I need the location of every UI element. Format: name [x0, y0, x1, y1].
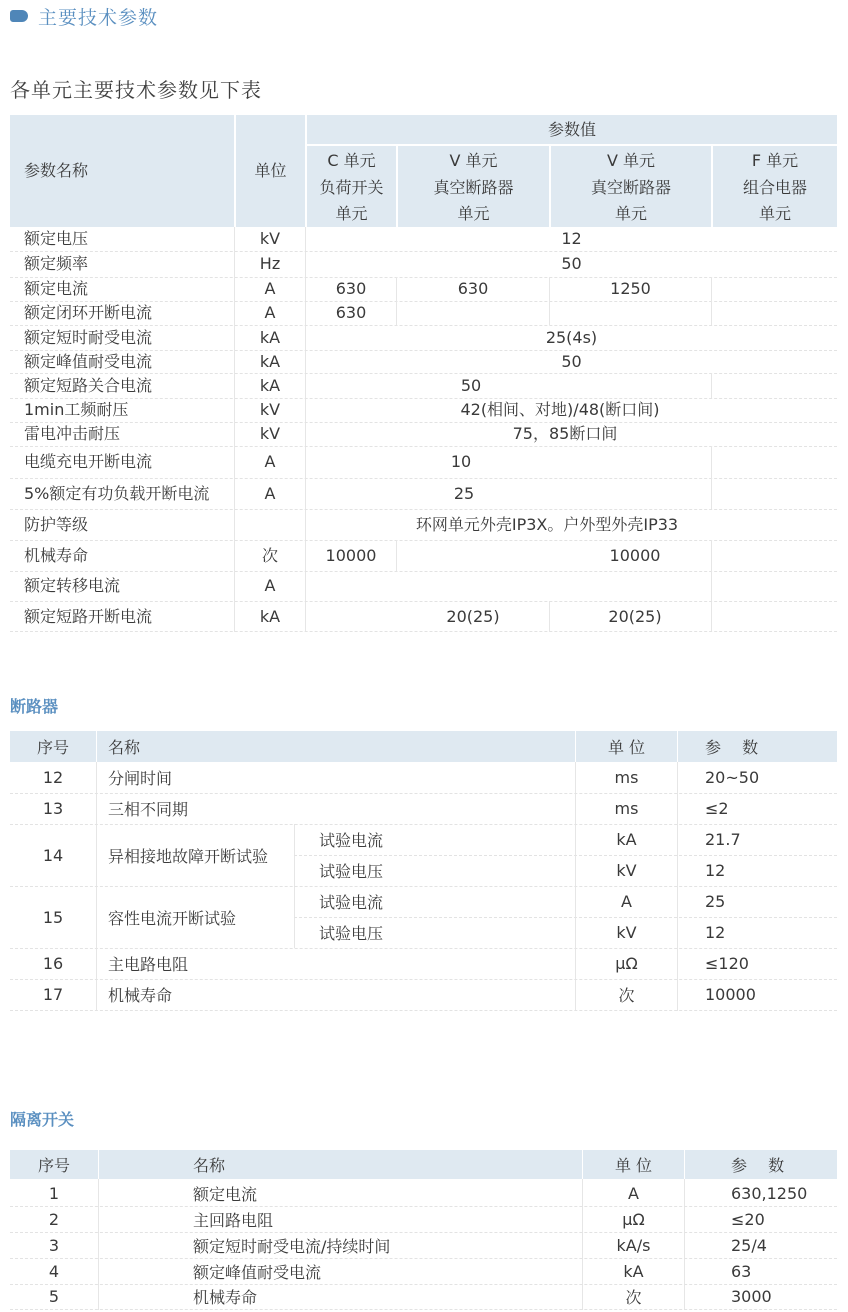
row-no: 5 [48, 1287, 60, 1306]
column-divider [711, 373, 712, 398]
column-divider [98, 1179, 99, 1310]
header-divider [684, 1150, 685, 1179]
row-unit: A [621, 892, 632, 911]
header-unit: 单 位 [607, 738, 646, 757]
section-marker-icon [10, 10, 28, 22]
row-value: ≤2 [705, 799, 729, 818]
row-unit: kA/s [616, 1235, 651, 1255]
row-sub-name: 试验电压 [319, 862, 384, 881]
param-unit: Hz [259, 254, 281, 274]
param-name: 防护等级 [24, 514, 89, 534]
param-unit: kA [259, 606, 281, 626]
header-f-unit: F 单元 [751, 150, 799, 170]
header-no: 序号 [36, 738, 69, 757]
column-divider [396, 540, 397, 571]
header-v-unit: V 单元 [449, 150, 498, 170]
param-unit: A [264, 303, 276, 323]
param-value: 25(4s) [545, 327, 598, 347]
row-name: 异相接地故障开断试验 [108, 846, 269, 866]
param-name: 额定转移电流 [24, 576, 121, 596]
header-v2-type: 真空断路器 [590, 178, 671, 198]
row-no: 4 [48, 1261, 60, 1281]
param-name: 额定短路开断电流 [24, 606, 153, 626]
header-no: 序号 [37, 1156, 70, 1175]
row-unit: kA [623, 1261, 644, 1281]
row-unit: A [628, 1183, 639, 1203]
row-unit: kV [616, 861, 637, 880]
param-name: 额定电压 [24, 229, 89, 249]
row-value: 21.7 [705, 830, 741, 849]
header-v-type: 真空断路器 [433, 178, 514, 198]
row-value: 630,1250 [731, 1183, 808, 1203]
column-divider [711, 277, 712, 325]
param-name: 额定闭环开断电流 [24, 303, 153, 323]
param-value: 50 [460, 375, 482, 395]
header-name: 名称 [193, 1156, 226, 1175]
header-unit: 单位 [254, 161, 287, 181]
row-value: ≤20 [731, 1209, 765, 1229]
row-value: 12 [705, 861, 726, 880]
param-value: 25 [453, 483, 475, 503]
param-value: 630 [335, 303, 367, 323]
param-name: 机械寿命 [24, 545, 89, 565]
header-divider [98, 1150, 99, 1179]
param-unit: A [264, 483, 276, 503]
row-divider [10, 1010, 837, 1011]
param-unit: A [264, 576, 276, 596]
column-divider [684, 1179, 685, 1310]
row-sub-name: 试验电压 [319, 924, 384, 943]
param-unit: 次 [261, 545, 278, 565]
row-value: 3000 [731, 1287, 772, 1306]
isolator-table [10, 1150, 837, 1310]
breaker-table [10, 731, 837, 1011]
param-unit: A [264, 452, 276, 472]
row-no: 3 [48, 1235, 60, 1255]
header-param-name: 参数名称 [24, 161, 89, 181]
param-name: 5%额定有功负载开断电流 [24, 483, 210, 503]
row-no: 16 [42, 954, 64, 973]
param-name: 额定短路关合电流 [24, 375, 153, 395]
param-unit [235, 509, 305, 540]
header-v2-unit: V 单元 [606, 150, 656, 170]
row-value: 12 [705, 923, 726, 942]
row-name: 主回路电阻 [193, 1210, 274, 1230]
header-c-suffix: 单元 [335, 204, 368, 224]
row-sub-name: 试验电流 [319, 831, 384, 850]
row-no: 2 [48, 1209, 60, 1229]
row-no: 1 [48, 1183, 60, 1203]
table-intro: 各单元主要技术参数见下表 [10, 78, 262, 102]
param-name: 额定短时耐受电流 [24, 327, 153, 347]
row-unit: μΩ [615, 954, 638, 973]
header-v2-suffix: 单元 [614, 204, 647, 224]
param-value: 50 [561, 254, 582, 274]
param-value: 12 [561, 229, 582, 249]
row-unit: 次 [618, 986, 635, 1005]
param-value: 630 [335, 279, 367, 299]
param-unit: kV [259, 229, 281, 249]
param-value: 75，85断口间 [512, 424, 618, 444]
section-title: 主要技术参数 [38, 6, 159, 29]
param-value: 10000 [325, 545, 377, 565]
header-divider [677, 731, 678, 762]
row-name: 容性电流开断试验 [108, 908, 237, 928]
row-no: 15 [42, 907, 64, 927]
header-f-suffix: 单元 [758, 204, 791, 224]
row-value: 25 [705, 892, 726, 911]
param-value: 20(25) [446, 606, 500, 626]
unit-params-table [10, 115, 837, 632]
param-unit: kA [259, 351, 281, 371]
header-param: 参 数 [731, 1156, 785, 1175]
param-value: 630 [457, 279, 489, 299]
row-no: 14 [42, 845, 64, 865]
row-name: 机械寿命 [193, 1288, 258, 1307]
header-values: 参数值 [547, 119, 596, 139]
header-divider [96, 731, 97, 762]
row-name: 三相不同期 [108, 800, 189, 819]
row-no: 13 [42, 799, 64, 818]
row-name: 主电路电阻 [108, 955, 189, 974]
row-unit: kV [616, 923, 637, 942]
param-unit: kV [259, 400, 281, 420]
row-no: 17 [42, 985, 64, 1004]
header-v-suffix: 单元 [457, 204, 490, 224]
param-name: 额定电流 [24, 279, 89, 299]
row-value: 63 [731, 1261, 752, 1281]
row-value: 20~50 [705, 768, 760, 787]
row-name: 额定峰值耐受电流 [193, 1262, 322, 1282]
param-value: 42(相间、对地)/48(断口间) [460, 400, 660, 420]
header-c-unit: C 单元 [327, 150, 376, 170]
row-no: 12 [42, 768, 64, 787]
header-f-type: 组合电器 [742, 178, 807, 198]
row-unit: ms [614, 799, 639, 818]
section-header [10, 4, 158, 28]
row-unit: μΩ [622, 1209, 645, 1229]
row-name: 额定电流 [193, 1184, 258, 1204]
header-name: 名称 [108, 738, 141, 757]
row-name: 额定短时耐受电流/持续时间 [193, 1236, 391, 1256]
param-value: 环网单元外壳IP3X。户外型外壳IP33 [415, 514, 679, 534]
row-unit: ms [614, 768, 639, 787]
param-value: 10 [450, 452, 472, 472]
row-divider [10, 1309, 837, 1310]
row-name: 机械寿命 [108, 986, 173, 1005]
column-divider [711, 446, 712, 509]
param-name: 电缆充电开断电流 [24, 452, 153, 472]
row-value: ≤120 [705, 954, 749, 973]
param-value: 20(25) [608, 606, 662, 626]
isolator-title: 隔离开关 [10, 1110, 75, 1129]
param-unit: kA [259, 375, 281, 395]
param-value: 1250 [610, 279, 651, 299]
header-c-type: 负荷开关 [319, 178, 384, 198]
param-name: 额定峰值耐受电流 [24, 351, 153, 371]
header-unit: 单 位 [614, 1156, 653, 1175]
param-unit: A [264, 279, 276, 299]
param-name: 额定频率 [24, 254, 89, 274]
row-value: 10000 [705, 985, 756, 1004]
param-value: 10000 [609, 545, 661, 565]
param-name: 雷电冲击耐压 [24, 424, 121, 444]
param-unit: kA [259, 327, 281, 347]
row-name: 分闸时间 [108, 769, 173, 788]
row-sub-name: 试验电流 [319, 893, 384, 912]
param-unit: kV [259, 424, 281, 444]
param-value: 50 [561, 351, 582, 371]
row-unit: kA [616, 830, 637, 849]
row-unit: 次 [625, 1288, 642, 1307]
header-param: 参 数 [705, 738, 759, 757]
param-name: 1min工频耐压 [24, 400, 129, 420]
row-value: 25/4 [731, 1235, 767, 1255]
breaker-title: 断路器 [10, 697, 59, 716]
